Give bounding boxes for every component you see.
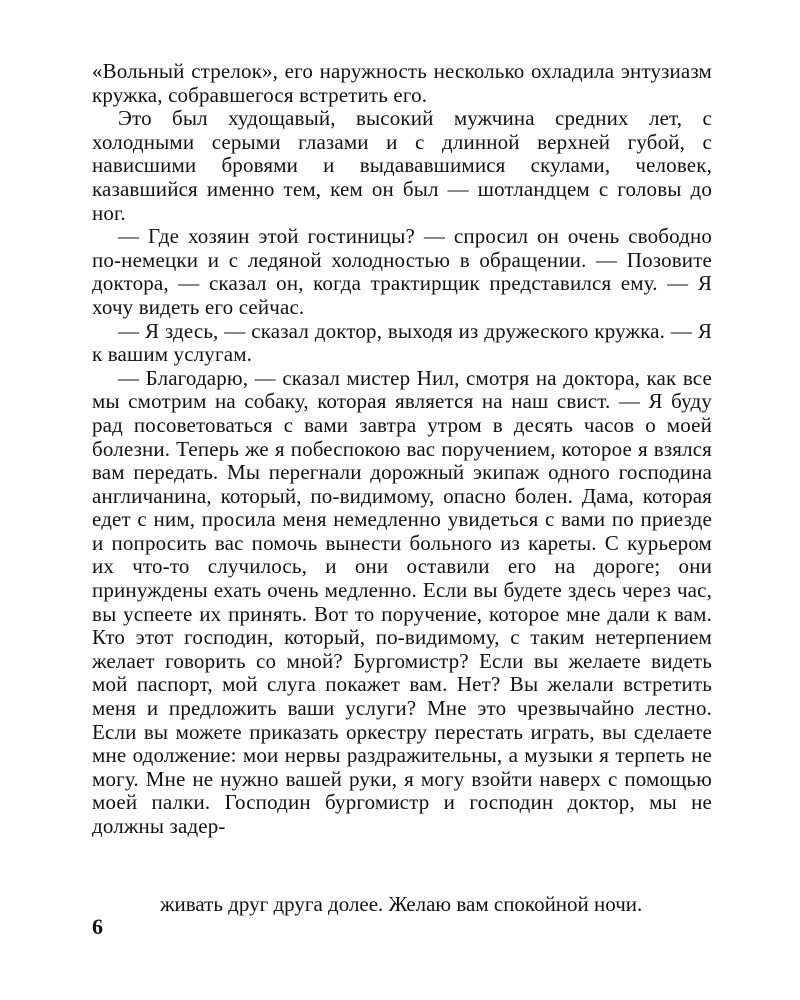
paragraph-4: — Я здесь, — сказал доктор, выходя из дружеского кружка. — Я к вашим услугам.	[92, 318, 712, 367]
paragraph-1: «Вольный стрелок», его наружность несколько охладила энтузиазм кружка, собравшегося встретить его.	[92, 59, 712, 107]
page-body-text	[92, 60, 712, 839]
page-number: 6	[92, 914, 103, 939]
paragraph-5-continuation	[92, 893, 712, 917]
continuation-text: живать друг друга долее. Желаю вам спокойной ночи.	[160, 892, 643, 916]
paragraph-3: — Где хозяин этой гостиницы? — спросил он очень свободно по-немецки и с ледяной холодностью в обращении. — Позовите доктора, — сказал он, когда трактирщик представился ему. — Я хочу видеть его сейчас.	[92, 224, 712, 319]
paragraph-5: — Благодарю, — сказал мистер Нил, смотря на доктора, как все мы смотрим на собаку, которая является на наш свист. — Я буду рад посоветоваться с вами завтра утром в десять часов о моей болезни. Теперь же я побеспокою вас поручением, которое я взялся вам передать. Мы перегнали дорожный экипаж одного господина англичанина, который, по-видимому, опасно болен. Дама, которая едет с ним, просила меня немедленно увидеться с вами по приезде и попросить вас помочь вынести больного из кареты. С курьером их что-то случилось, и они оставили его на дороге; они принуждены ехать очень медленно. Если вы будете здесь через час, вы успеете их принять. Вот то поручение, которое мне дали к вам. Кто этот господин, который, по-видимому, с таким нетерпением желает говорить со мной? Бургомистр? Если вы желаете видеть мой паспорт, мой слуга покажет вам. Нет? Вы желали встретить меня и предложить ваши услуги? Мне это чрезвычайно лестно. Если вы можете приказать оркестру перестать играть, вы сделаете мне одолжение: мои нервы раздражительны, а музыки я терпеть не могу. Мне не нужно вашей руки, я могу взойти наверх с помощью моей палки. Господин бургомистр и господин доктор, мы не должны задер-	[92, 365, 712, 838]
paragraph-2: Это был худощавый, высокий мужчина средних лет, с холодными серыми глазами и с длинной верхней губой, с нависшими бровями и выдававшимися скулами, человек, казавшийся именно тем, кем он был — шотландцем с головы до ног.	[92, 106, 712, 225]
